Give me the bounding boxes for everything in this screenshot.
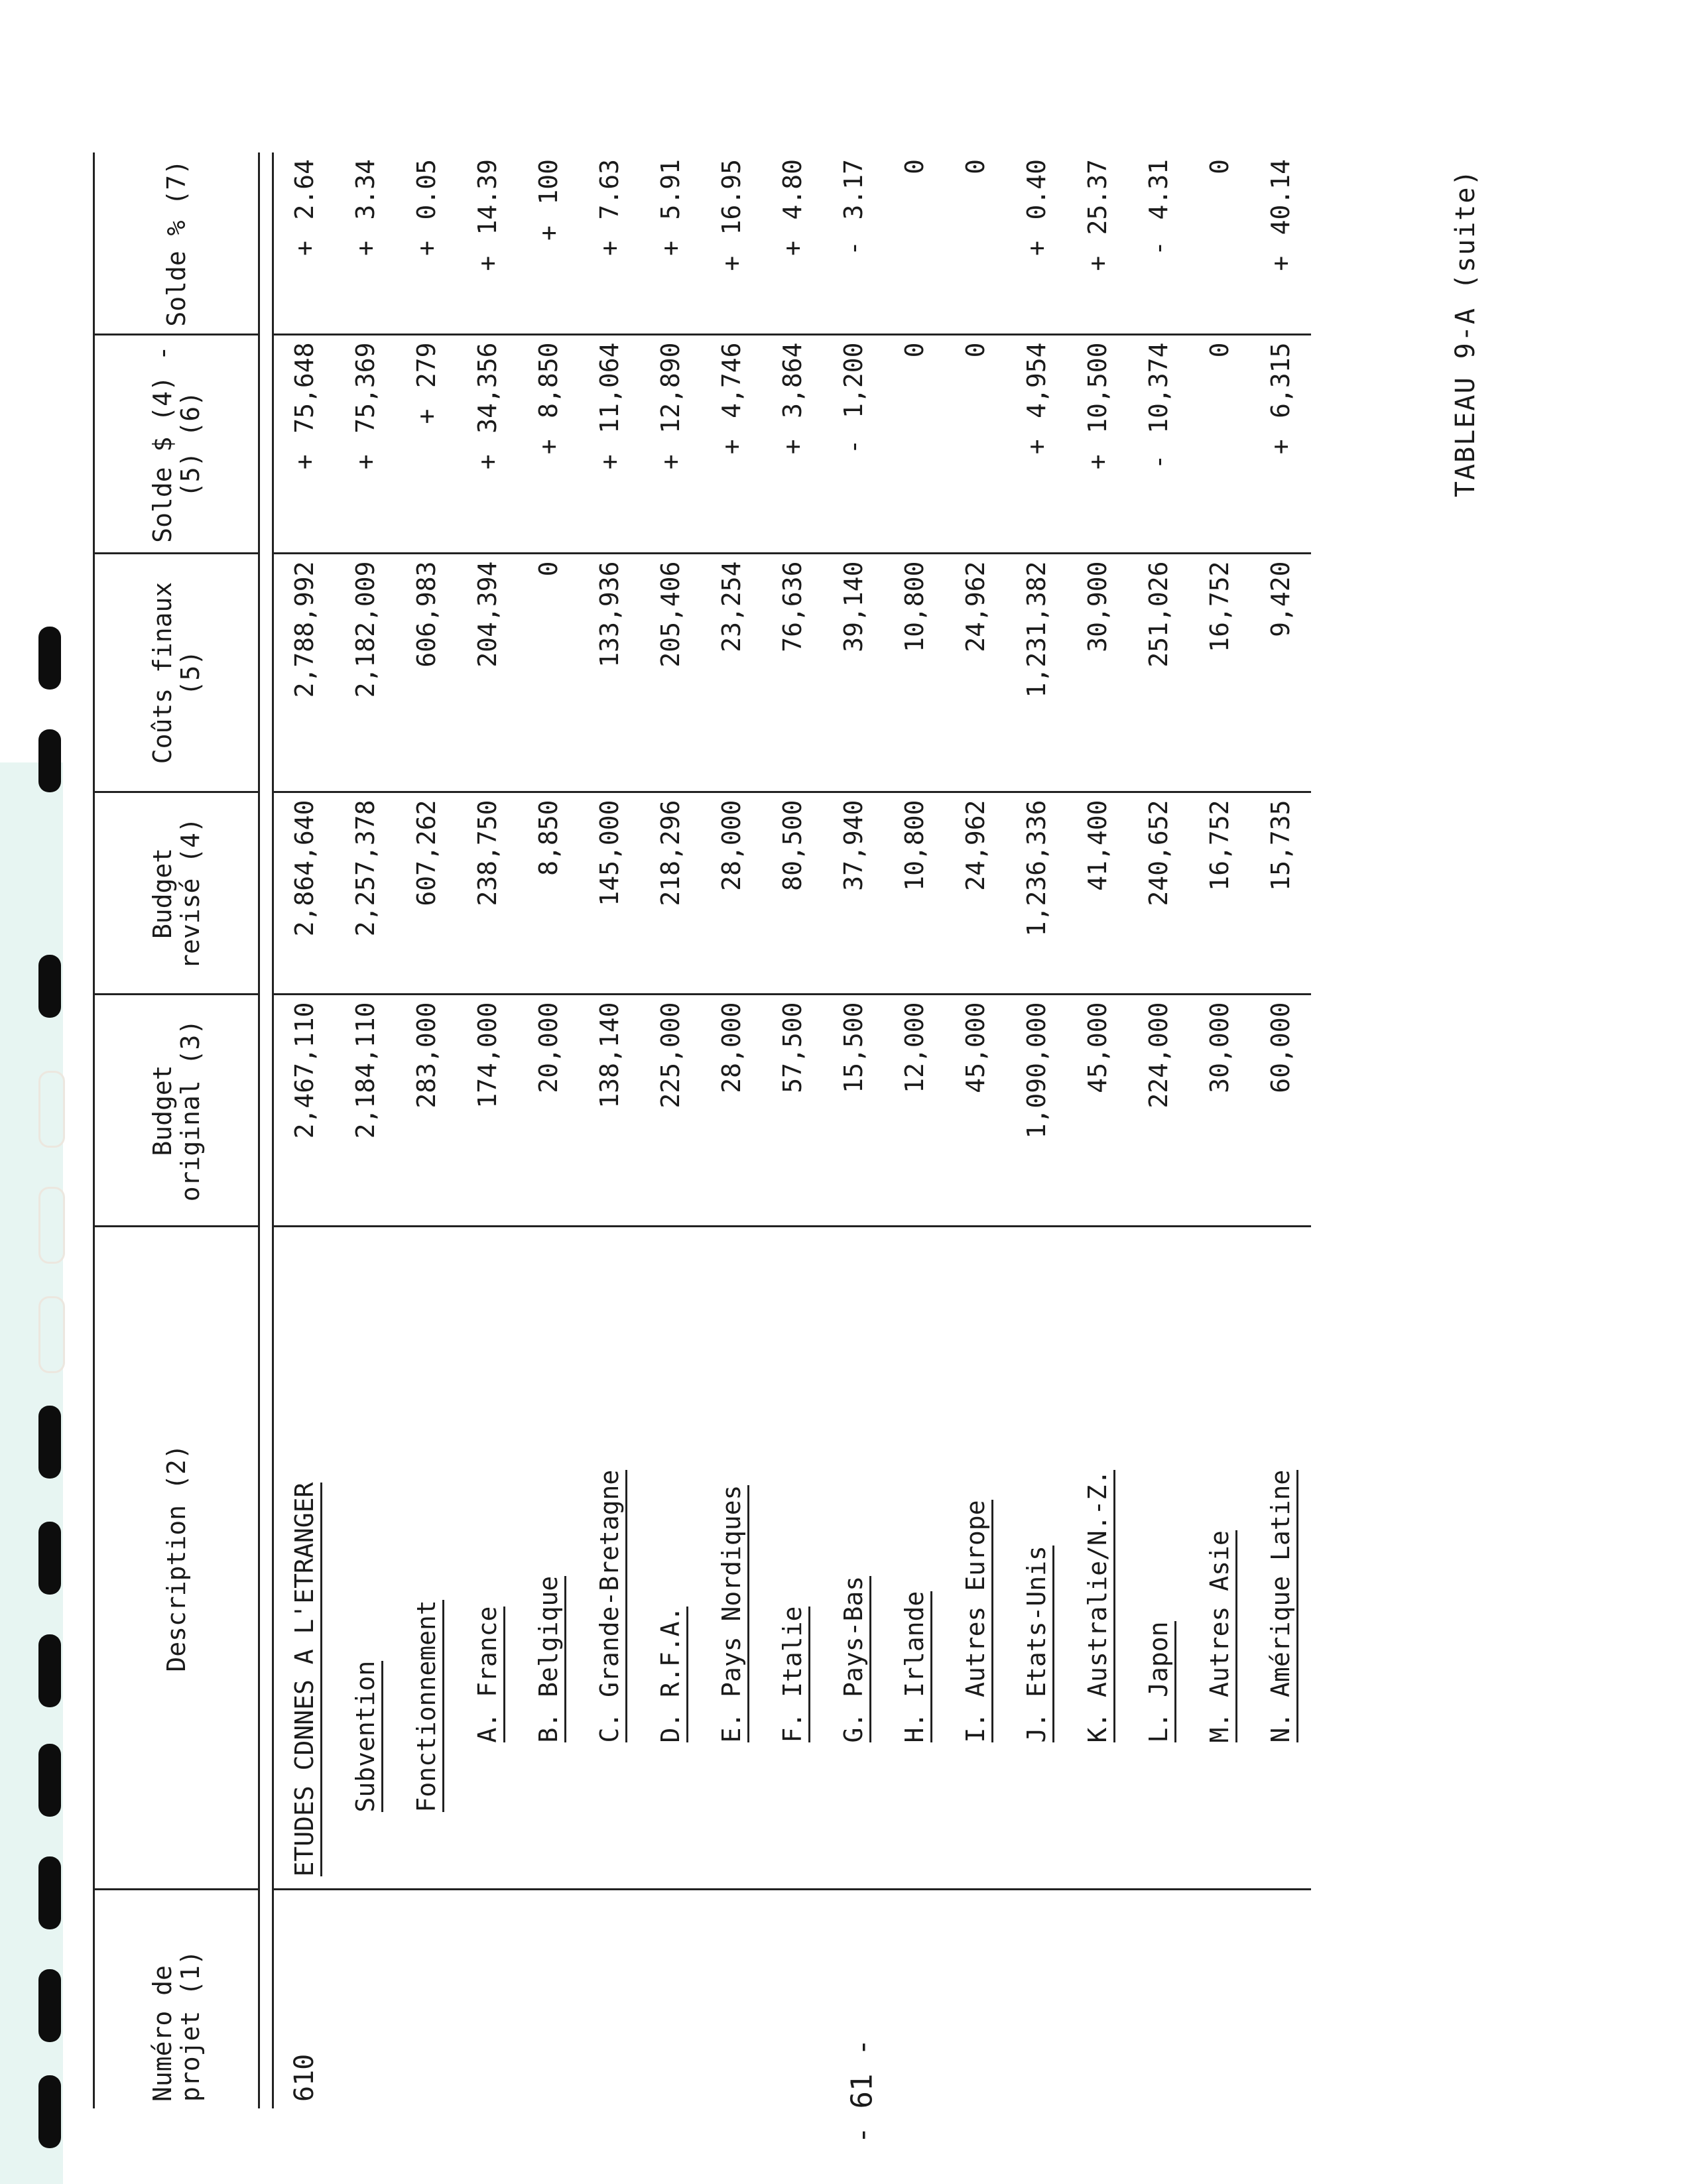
cell-balance-dollars	[640, 335, 701, 554]
percent-value: 2.64	[290, 159, 319, 220]
description-text: M. Autres Asie	[1205, 1530, 1237, 1742]
balance-value: 0	[900, 342, 929, 358]
cell-balance-dollars	[762, 335, 823, 554]
balance-sign: +	[656, 454, 685, 470]
cell-description	[1128, 1227, 1189, 1890]
cell-final-costs: 204,394	[457, 554, 518, 792]
cell-balance-dollars	[579, 335, 640, 554]
cell-balance-dollars	[518, 335, 579, 554]
balance-sign: +	[290, 454, 319, 470]
percent-sign: +	[473, 255, 502, 271]
percent-value: 0	[900, 159, 929, 174]
percent-value: 0.05	[412, 159, 441, 220]
cell-final-costs: 16,752	[1189, 554, 1250, 792]
cell-balance-dollars	[945, 335, 1006, 554]
cell-balance-percent	[579, 152, 640, 335]
table-row	[945, 152, 1006, 2108]
header-budget-original: Budget original (3)	[94, 995, 259, 1227]
balance-value: 8,850	[534, 342, 563, 418]
percent-sign: +	[1083, 255, 1112, 271]
header-double-rule	[259, 152, 273, 2108]
cell-final-costs: 0	[518, 554, 579, 792]
cell-project-number	[335, 1890, 396, 2108]
cell-project-number	[1067, 1890, 1128, 2108]
cell-balance-dollars	[884, 335, 945, 554]
table-row	[1006, 152, 1067, 2108]
cell-description	[518, 1227, 579, 1890]
cell-budget-revised: 607,262	[396, 792, 457, 995]
percent-sign: +	[412, 240, 441, 256]
cell-budget-original: 138,140	[579, 995, 640, 1227]
percent-sign: +	[595, 240, 624, 256]
cell-description	[457, 1227, 518, 1890]
cell-description	[1067, 1227, 1128, 1890]
percent-value: 40.14	[1266, 159, 1295, 235]
cell-budget-original: 2,467,110	[273, 995, 336, 1227]
punch-hole	[38, 1187, 65, 1264]
description-text: N. Amérique Latine	[1266, 1470, 1298, 1743]
cell-balance-dollars	[823, 335, 884, 554]
description-text: E. Pays Nordiques	[717, 1485, 749, 1743]
cell-budget-original: 2,184,110	[335, 995, 396, 1227]
description-text: Fonctionnement	[412, 1600, 444, 1812]
cell-balance-percent	[823, 152, 884, 335]
table-row	[273, 152, 336, 2108]
cell-budget-original: 60,000	[1250, 995, 1311, 1227]
balance-value: 6,315	[1266, 342, 1295, 418]
cell-final-costs: 39,140	[823, 554, 884, 792]
cell-final-costs: 30,900	[1067, 554, 1128, 792]
cell-balance-percent	[640, 152, 701, 335]
cell-balance-dollars	[701, 335, 762, 554]
cell-balance-percent	[762, 152, 823, 335]
cell-final-costs: 205,406	[640, 554, 701, 792]
balance-sign: +	[1022, 439, 1051, 455]
cell-budget-original: 174,000	[457, 995, 518, 1227]
cell-project-number	[1006, 1890, 1067, 2108]
cell-budget-revised: 15,735	[1250, 792, 1311, 995]
percent-sign: -	[839, 240, 868, 256]
percent-value: 4.80	[778, 159, 807, 220]
table-row	[1067, 152, 1128, 2108]
cell-description	[579, 1227, 640, 1890]
balance-value: 10,500	[1083, 342, 1112, 434]
cell-balance-percent	[1067, 152, 1128, 335]
cell-description	[396, 1227, 457, 1890]
cell-description	[884, 1227, 945, 1890]
cell-project-number	[457, 1890, 518, 2108]
cell-balance-percent	[518, 152, 579, 335]
percent-sign: +	[1266, 255, 1295, 271]
cell-budget-revised: 24,962	[945, 792, 1006, 995]
rotated-document	[93, 86, 1558, 2108]
percent-value: 5.91	[656, 159, 685, 220]
description-text: F. Italie	[778, 1607, 810, 1743]
punch-hole	[38, 729, 61, 792]
percent-sign: +	[534, 225, 563, 241]
cell-final-costs: 606,983	[396, 554, 457, 792]
cell-balance-percent	[1006, 152, 1067, 335]
punch-hole	[38, 1071, 65, 1148]
cell-budget-revised: 8,850	[518, 792, 579, 995]
punch-hole	[38, 627, 61, 690]
balance-sign: +	[1083, 454, 1112, 470]
cell-balance-dollars	[1189, 335, 1250, 554]
percent-value: 25.37	[1083, 159, 1112, 235]
description-text: B. Belgique	[534, 1576, 566, 1743]
cell-budget-revised: 28,000	[701, 792, 762, 995]
balance-sign: +	[717, 439, 746, 455]
balance-value: 12,890	[656, 342, 685, 434]
cell-budget-revised: 218,296	[640, 792, 701, 995]
cell-balance-dollars	[457, 335, 518, 554]
table-row	[701, 152, 762, 2108]
balance-sign: -	[839, 439, 868, 455]
cell-budget-original: 225,000	[640, 995, 701, 1227]
punch-hole	[38, 1296, 65, 1373]
cell-description	[273, 1227, 336, 1890]
cell-balance-dollars	[1006, 335, 1067, 554]
description-text: A. France	[473, 1607, 505, 1743]
description-text: L. Japon	[1144, 1621, 1176, 1742]
punch-hole	[38, 1969, 61, 2042]
balance-sign: +	[473, 454, 502, 470]
percent-value: 100	[534, 159, 563, 205]
cell-budget-original: 28,000	[701, 995, 762, 1227]
cell-balance-percent	[273, 152, 336, 335]
cell-budget-revised: 2,864,640	[273, 792, 336, 995]
cell-project-number	[823, 1890, 884, 2108]
cell-budget-revised: 37,940	[823, 792, 884, 995]
description-text: K. Australie/N.-Z.	[1083, 1470, 1115, 1743]
table-row	[335, 152, 396, 2108]
table-row	[396, 152, 457, 2108]
description-text: D. R.F.A.	[656, 1607, 688, 1743]
percent-value: 7.63	[595, 159, 624, 220]
percent-sign: +	[351, 240, 380, 256]
cell-final-costs: 2,788,992	[273, 554, 336, 792]
percent-value: 0	[1205, 159, 1234, 174]
cell-project-number	[640, 1890, 701, 2108]
cell-balance-percent	[335, 152, 396, 335]
cell-balance-percent	[701, 152, 762, 335]
description-text: ETUDES CDNNES A L'ETRANGER	[290, 1483, 322, 1877]
cell-balance-dollars	[396, 335, 457, 554]
balance-value: 75,369	[351, 342, 380, 434]
cell-budget-revised: 1,236,336	[1006, 792, 1067, 995]
table-row	[579, 152, 640, 2108]
cell-description	[945, 1227, 1006, 1890]
cell-balance-percent	[1128, 152, 1189, 335]
description-text: H. Irlande	[900, 1591, 932, 1743]
cell-budget-revised: 2,257,378	[335, 792, 396, 995]
balance-value: 1,200	[839, 342, 868, 418]
header-balance-percent: Solde % (7)	[94, 152, 259, 335]
balance-value: 11,064	[595, 342, 624, 434]
percent-value: 0	[961, 159, 990, 174]
header-balance-dollars: Solde $ (4) -(5) (6)	[94, 335, 259, 554]
table-row	[823, 152, 884, 2108]
cell-project-number	[945, 1890, 1006, 2108]
balance-sign: +	[534, 439, 563, 455]
cell-description	[823, 1227, 884, 1890]
cell-project-number	[762, 1890, 823, 2108]
description-text: J. Etats-Unis	[1022, 1546, 1054, 1742]
cell-project-number	[579, 1890, 640, 2108]
page-number: - 61 -	[845, 2038, 879, 2144]
cell-budget-original: 15,500	[823, 995, 884, 1227]
description-text: G. Pays-Bas	[839, 1576, 871, 1743]
cell-description	[640, 1227, 701, 1890]
header-final-costs: Coûts finaux (5)	[94, 554, 259, 792]
percent-sign: +	[1022, 240, 1051, 256]
cell-description	[1250, 1227, 1311, 1890]
header-budget-revised: Budget revisé (4)	[94, 792, 259, 995]
percent-value: 14.39	[473, 159, 502, 235]
cell-balance-percent	[1189, 152, 1250, 335]
balance-sign: +	[412, 408, 441, 424]
punch-hole	[38, 1634, 61, 1707]
cell-budget-original: 45,000	[945, 995, 1006, 1227]
cell-balance-percent	[945, 152, 1006, 335]
table-row	[457, 152, 518, 2108]
cell-balance-dollars	[1067, 335, 1128, 554]
balance-value: 279	[412, 342, 441, 389]
cell-budget-original: 12,000	[884, 995, 945, 1227]
balance-value: 0	[961, 342, 990, 358]
cell-balance-percent	[1250, 152, 1311, 335]
balance-value: 34,356	[473, 342, 502, 434]
cell-budget-original: 45,000	[1067, 995, 1128, 1227]
balance-value: 0	[1205, 342, 1234, 358]
cell-budget-original: 283,000	[396, 995, 457, 1227]
cell-project-number	[518, 1890, 579, 2108]
percent-value: 3.34	[351, 159, 380, 220]
cell-final-costs: 24,962	[945, 554, 1006, 792]
percent-sign: +	[656, 240, 685, 256]
balance-value: 4,746	[717, 342, 746, 418]
cell-project-number	[396, 1890, 457, 2108]
table-title: TABLEAU 9-A (suite)	[1450, 168, 1481, 497]
cell-project-number	[884, 1890, 945, 2108]
cell-final-costs: 251,026	[1128, 554, 1189, 792]
cell-final-costs: 76,636	[762, 554, 823, 792]
cell-budget-original: 20,000	[518, 995, 579, 1227]
percent-sign: +	[717, 255, 746, 271]
cell-budget-revised: 240,652	[1128, 792, 1189, 995]
cell-description	[1006, 1227, 1067, 1890]
percent-value: 3.17	[839, 159, 868, 220]
balance-value: 10,374	[1144, 342, 1173, 434]
cell-budget-revised: 80,500	[762, 792, 823, 995]
cell-balance-dollars	[273, 335, 336, 554]
budget-table	[93, 152, 1311, 2108]
cell-final-costs: 133,936	[579, 554, 640, 792]
punch-hole	[38, 2075, 61, 2148]
percent-value: 0.40	[1022, 159, 1051, 220]
cell-budget-original: 57,500	[762, 995, 823, 1227]
header-description: Description (2)	[94, 1227, 259, 1890]
table-row	[518, 152, 579, 2108]
table-row	[884, 152, 945, 2108]
description-text: I. Autres Europe	[961, 1500, 993, 1742]
cell-budget-revised: 41,400	[1067, 792, 1128, 995]
description-text: C. Grande-Bretagne	[595, 1470, 627, 1743]
cell-project-number	[1250, 1890, 1311, 2108]
cell-description	[1189, 1227, 1250, 1890]
table-row	[1189, 152, 1250, 2108]
table-row	[640, 152, 701, 2108]
description-text: Subvention	[351, 1661, 383, 1813]
punch-hole	[38, 1744, 61, 1817]
header-project-number: Numéro de projet (1)	[94, 1890, 259, 2108]
cell-final-costs: 10,800	[884, 554, 945, 792]
cell-project-number	[1189, 1890, 1250, 2108]
balance-value: 75,648	[290, 342, 319, 434]
cell-budget-revised: 238,750	[457, 792, 518, 995]
cell-budget-revised: 10,800	[884, 792, 945, 995]
balance-value: 4,954	[1022, 342, 1051, 418]
percent-value: 4.31	[1144, 159, 1173, 220]
table-row	[1128, 152, 1189, 2108]
cell-project-number	[1128, 1890, 1189, 2108]
cell-balance-dollars	[1250, 335, 1311, 554]
cell-budget-original: 224,000	[1128, 995, 1189, 1227]
balance-sign: +	[778, 439, 807, 455]
percent-sign: +	[778, 240, 807, 256]
table-header-row	[94, 152, 259, 2108]
table-row	[762, 152, 823, 2108]
cell-description	[762, 1227, 823, 1890]
percent-sign: -	[1144, 240, 1173, 256]
cell-budget-revised: 145,000	[579, 792, 640, 995]
cell-final-costs: 23,254	[701, 554, 762, 792]
punch-hole	[38, 1406, 61, 1479]
cell-final-costs: 1,231,382	[1006, 554, 1067, 792]
punch-hole	[38, 955, 61, 1018]
cell-final-costs: 9,420	[1250, 554, 1311, 792]
cell-balance-percent	[884, 152, 945, 335]
cell-project-number	[701, 1890, 762, 2108]
balance-value: 3,864	[778, 342, 807, 418]
punch-hole	[38, 1856, 61, 1929]
cell-balance-dollars	[1128, 335, 1189, 554]
cell-description	[701, 1227, 762, 1890]
punch-hole	[38, 1522, 61, 1595]
cell-description	[335, 1227, 396, 1890]
percent-value: 16.95	[717, 159, 746, 235]
cell-budget-original: 1,090,000	[1006, 995, 1067, 1227]
balance-sign: +	[595, 454, 624, 470]
cell-balance-percent	[396, 152, 457, 335]
cell-balance-dollars	[335, 335, 396, 554]
cell-balance-percent	[457, 152, 518, 335]
table-row	[1250, 152, 1311, 2108]
balance-sign: +	[1266, 439, 1295, 455]
cell-final-costs: 2,182,009	[335, 554, 396, 792]
percent-sign: +	[290, 240, 319, 256]
cell-budget-revised: 16,752	[1189, 792, 1250, 995]
cell-project-number: 610	[289, 2053, 320, 2102]
balance-sign: +	[351, 454, 380, 470]
cell-budget-original: 30,000	[1189, 995, 1250, 1227]
balance-sign: -	[1144, 454, 1173, 470]
